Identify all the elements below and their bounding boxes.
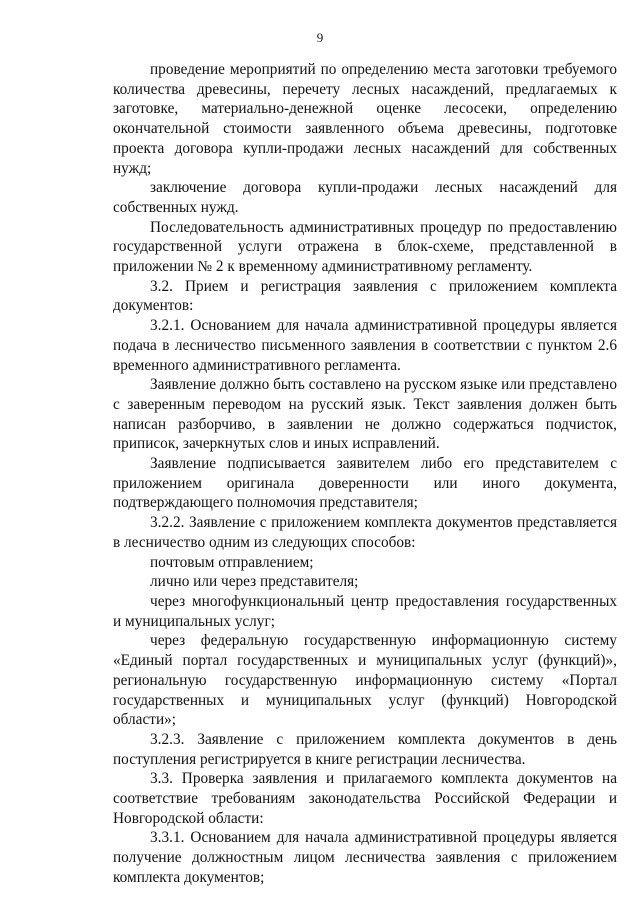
page-number: 9 [316, 30, 324, 45]
paragraph-procurement-activities: проведение мероприятий по определению места заготовки требуемого количества древесины, перечету лесных насаждений, предлагаемых к заготовке, материально-денежной оценке лесосеки, определению окончательной стоимости заявленного объема древесины, подготовке проекта договора купли-продажи лесных насаждений для собственных нужд; [113, 61, 617, 177]
paragraph-procedure-sequence: Последовательность административных процедур по предоставлению государственной услуги отражена в блок-схеме, представленной в приложении № 2 к временному административному регламенту. [113, 218, 617, 276]
list-item-by-mail: почтовым отправлением; [150, 553, 314, 571]
paragraph-contract-conclusion: заключение договора купли-продажи лесных насаждений для собственных нужд. [113, 179, 617, 216]
paragraph-language-requirements: Заявление должно быть составлено на русском языке или представлено с заверенным переводом на русский язык. Текст заявления должен быть написан разборчиво, в заявлении не должно содержаться подчисток, приписок, зачеркнутых слов и иных исправлений. [113, 376, 617, 453]
list-item-mfc: через многофункциональный центр предоставления государственных и муниципальных услуг; [113, 592, 617, 630]
paragraph-3-2-1: 3.2.1. Основанием для начала административной процедуры является подача в лесничество письменного заявления в соответствии с пунктом 2.6 временного административного регламента. [113, 317, 617, 374]
paragraph-signature-requirements: Заявление подписывается заявителем либо его представителем с приложением оригинала доверенности или иного документа, подтверждающего полномочия представителя; [113, 455, 617, 512]
paragraph-3-2-3: 3.2.3. Заявление с приложением комплекта документов в день поступления регистрируется в книге регистрации лесничества. [113, 730, 617, 768]
paragraph-3-2-2: 3.2.2. Заявление с приложением комплекта документов представляется в лесничество одним из следующих способов: [113, 514, 617, 551]
section-3-3-heading: 3.3. Проверка заявления и прилагаемого комплекта документов на соответствие требованиям законодательства Российской Федерации и Новгородской области: [113, 770, 617, 827]
section-3-2-heading: 3.2. Прием и регистрация заявления с приложением комплекта документов: [113, 277, 617, 315]
document-body [113, 60, 617, 888]
paragraph-3-3-1: 3.3.1. Основанием для начала административной процедуры является получение должностным лицом лесничества заявления с приложением комплекта документов; [113, 829, 617, 886]
list-item-online-portals: через федеральную государственную информационную систему «Единый портал государственных и муниципальных услуг (функций)», региональную государственную информационную систему «Портал государственных и муниципальных услуг (функций) Новгородской области»; [113, 632, 617, 729]
list-item-in-person: лично или через представителя; [150, 573, 359, 591]
